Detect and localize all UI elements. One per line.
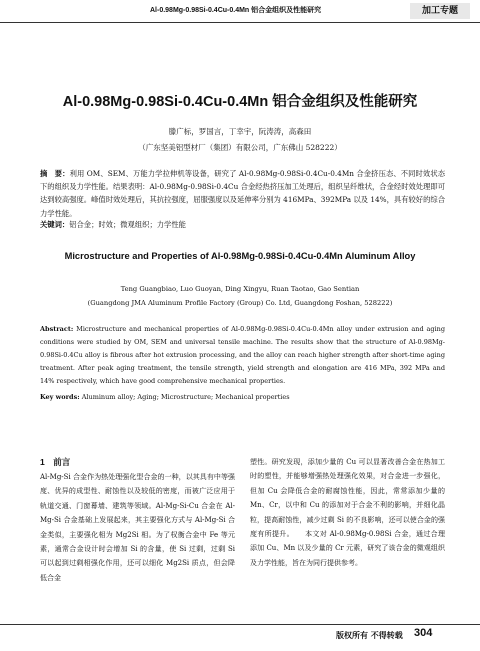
chinese-authors: 滕广标，罗国言，丁幸宇，阮涛涛，高森田: [168, 127, 312, 136]
english-authors: Teng Guangbiao, Luo Guoyan, Ding Xingyu, Ruan Taotao, Gao Sentian: [120, 285, 360, 293]
footer-divider: [0, 624, 480, 625]
english-abstract: [40, 323, 445, 388]
english-title: Microstructure and Properties of Al-0.98Mg-0.98Si-0.4Cu-0.4Mn Aluminum Alloy: [64, 251, 416, 261]
english-keywords: [40, 393, 445, 401]
copyright-notice: 版权所有 不得转载: [336, 630, 403, 640]
chinese-abstract-text: 利用 OM、SEM、万能力学拉伸机等设备，研究了 Al-0.98Mg-0.98Si-0.4Cu-0.4Mn 合金挤压态、不同时效状态下的组织及力学性能。结果表明：Al-0.98Mg-0.98Si-0.4Cu 合金经热挤压加工处理后，组织呈纤维状，合金经时效处理即可达到较高强度。峰值时效处理后，其抗拉强度，屈服强度以及延伸率分别为 416MPa、392MPa 以及 14%，具有较好的综合力学性能。: [40, 169, 446, 218]
english-keywords-label: Key words:: [40, 393, 80, 401]
english-keywords-text: Aluminum alloy; Aging; Microstructure; Mechanical properties: [81, 393, 290, 401]
running-title: Al-0.98Mg-0.98Si-0.4Cu-0.4Mn 铝合金组织及性能研究: [150, 7, 322, 14]
english-abstract-text: Microstructure and mechanical properties of Al-0.98Mg-0.98Si-0.4Cu-0.4Mn alloy under extrusion and aging conditions were studied by OM, SEM and universal tensile machine. The results show that the structure of Al-0.98Mg-0.98Si-0.4Cu alloy is fibrous after hot extrusion processing, and the alloy can reach higher strength after short-time aging treatment. After peak aging treatment, the tensile strength, yield strength and elongation are 416 MPa, 392 MPa and 14% respectively, which have good comprehensive mechanical properties.: [40, 325, 445, 385]
chinese-keywords-text: 铝合金；时效；微观组织；力学性能: [69, 220, 186, 229]
chinese-affiliation: （广东坚美铝型材厂（集团）有限公司，广东佛山 528222）: [138, 143, 342, 152]
running-header: [0, 0, 480, 23]
english-affiliation: (Guangdong JMA Aluminum Profile Factory (Group) Co. Ltd, Guangdong Foshan, 528222): [87, 299, 393, 307]
page-number: 304: [414, 627, 433, 639]
section-heading-intro: 1 前言: [40, 457, 71, 467]
body-left-column: Al-Mg-Si 合金作为热处理强化型合金的一种，以其具有中等强度、优异的成型性、耐蚀性以及较低的密度，而被广泛应用于轨道交通、门窗幕墙、建筑等领域。Al-Mg-Si-Cu 合金在 Al-Mg-Si 合金基础上发展起来，其主要强化方式与 Al-Mg-Si 合金类似，主要强化相为 Mg2Si 相。为了权衡合金中 Fe 等元素，通常合金设计时会增加 Si 的含量，使 Si 过剩，过剩 Si 可以起到过剩相强化作用，还可以细化 Mg2Si 质点，但会降低合金: [40, 473, 235, 582]
chinese-abstract: [40, 167, 445, 220]
chinese-keywords: [40, 220, 445, 230]
chinese-keywords-label: 关键词：: [40, 220, 70, 229]
body-right-column: 塑性。研究发现，添加少量的 Cu 可以显著改善合金在热加工时的塑性，并能够增强热处理强化效果，对合金进一步强化，但加 Cu 会降低合金的耐腐蚀性能，因此，常常添加少量的 Mn、Cr，以中和 Cu 的添加对于合金不利的影响，并细化晶粒，提高耐蚀性，减少过剩 Si 的不良影响，还可以使合金的强度有所提升。 本文对 Al-0.98Mg-0.98Si 合金，通过合理添加 Cu、Mn 以及少量的 Cr 元素，研究了该合金的微观组织及力学性能，旨在为同行提供参考。: [250, 458, 445, 567]
chinese-title: Al-0.98Mg-0.98Si-0.4Cu-0.4Mn 铝合金组织及性能研究: [62, 94, 418, 110]
english-abstract-label: Abstract:: [40, 325, 74, 333]
section-tag: 加工专题: [410, 3, 470, 19]
chinese-abstract-label: 摘 要：: [40, 169, 70, 178]
